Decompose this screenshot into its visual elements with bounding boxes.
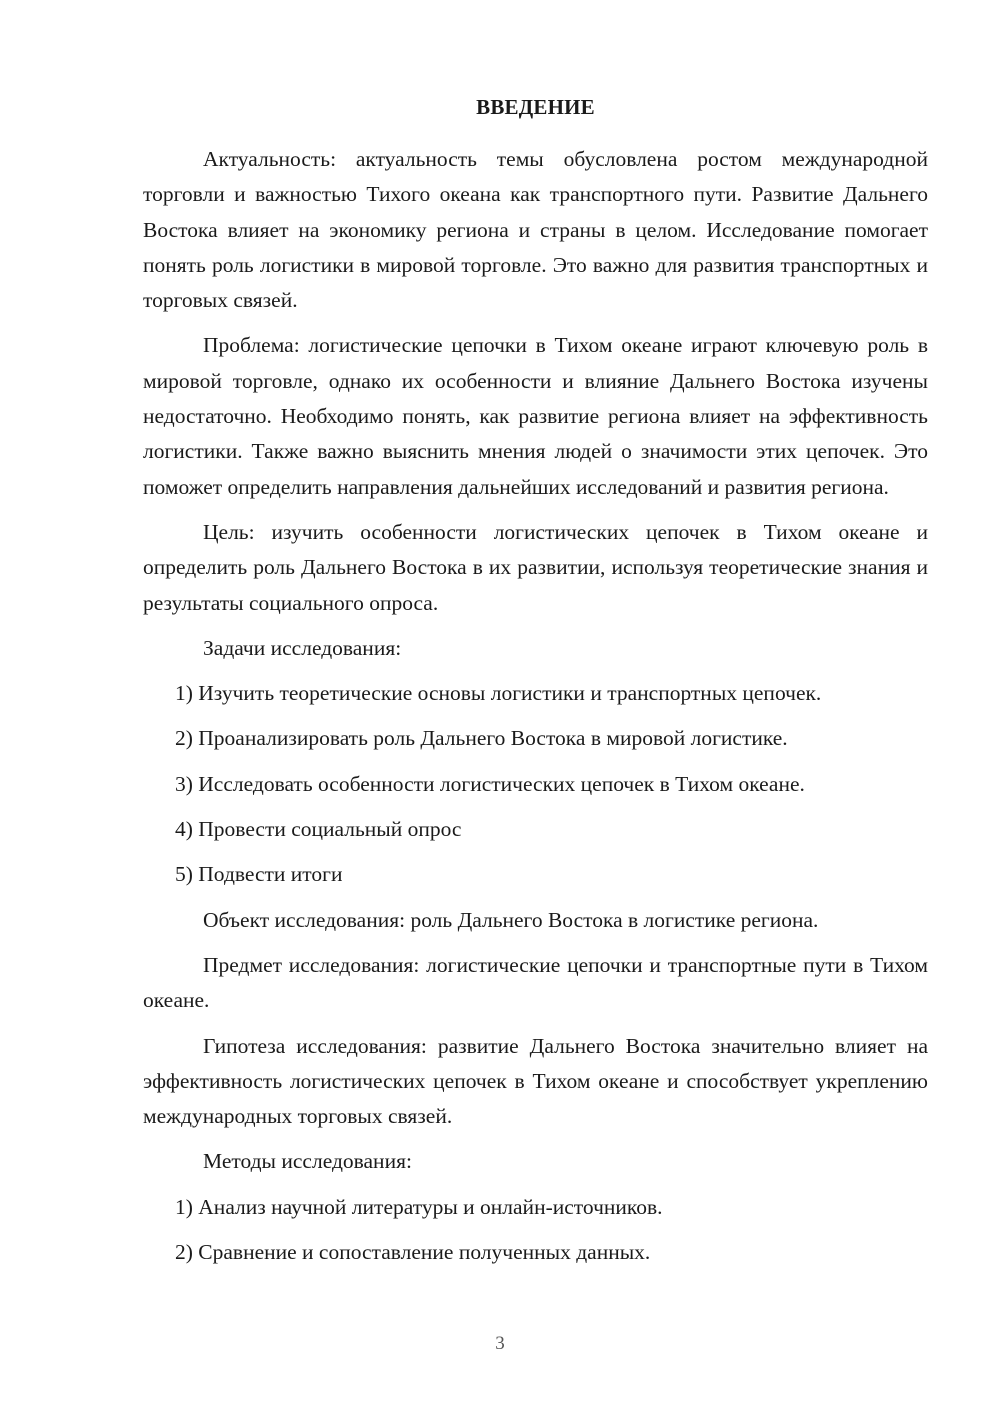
goal-paragraph: Цель: изучить особенности логистических цепочек в Тихом океане и определить роль Дальнего Востока в их развитии, используя теоретические знания и результаты социального опроса. [143, 519, 928, 615]
task-item: 5) Подвести итоги [175, 862, 343, 887]
methods-heading: Методы исследования: [203, 1149, 412, 1174]
relevance-paragraph: Актуальность: актуальность темы обусловлена ростом международной торговли и важностью Тихого океана как транспортного пути. Развитие Дальнего Востока влияет на экономику региона и страны в целом. Исследование помогает понять роль логистики в мировой торговле. Это важно для развития транспортных и торговых связей. [143, 147, 928, 313]
task-item: 1) Изучить теоретические основы логистики и транспортных цепочек. [175, 681, 822, 706]
problem-paragraph: Проблема: логистические цепочки в Тихом океане играют ключевую роль в мировой торговле, однако их особенности и влияние Дальнего Востока изучены недостаточно. Необходимо понять, как развитие региона влияет на эффективность логистики. Также важно выяснить мнения людей о значимости этих цепочек. Это поможет определить направления дальнейших исследований и развития региона. [143, 333, 928, 499]
tasks-heading: Задачи исследования: [203, 635, 402, 660]
method-item: 1) Анализ научной литературы и онлайн-источников. [175, 1194, 663, 1219]
task-item: 4) Провести социальный опрос [175, 817, 462, 842]
page-number: 3 [495, 1333, 505, 1354]
task-item: 2) Проанализировать роль Дальнего Востока в мировой логистике. [175, 726, 788, 751]
document-page [143, 92, 928, 1280]
subject-paragraph: Предмет исследования: логистические цепочки и транспортные пути в Тихом океане. [143, 952, 928, 1013]
method-item: 2) Сравнение и сопоставление полученных данных. [175, 1240, 651, 1265]
object-paragraph: Объект исследования: роль Дальнего Востока в логистике региона. [203, 907, 819, 932]
section-title: ВВЕДЕНИЕ [476, 95, 595, 119]
task-item: 3) Исследовать особенности логистических цепочек в Тихом океане. [175, 771, 805, 796]
hypothesis-paragraph: Гипотеза исследования: развитие Дальнего Востока значительно влияет на эффективность логистических цепочек в Тихом океане и способствует укреплению международных торговых связей. [143, 1033, 928, 1129]
